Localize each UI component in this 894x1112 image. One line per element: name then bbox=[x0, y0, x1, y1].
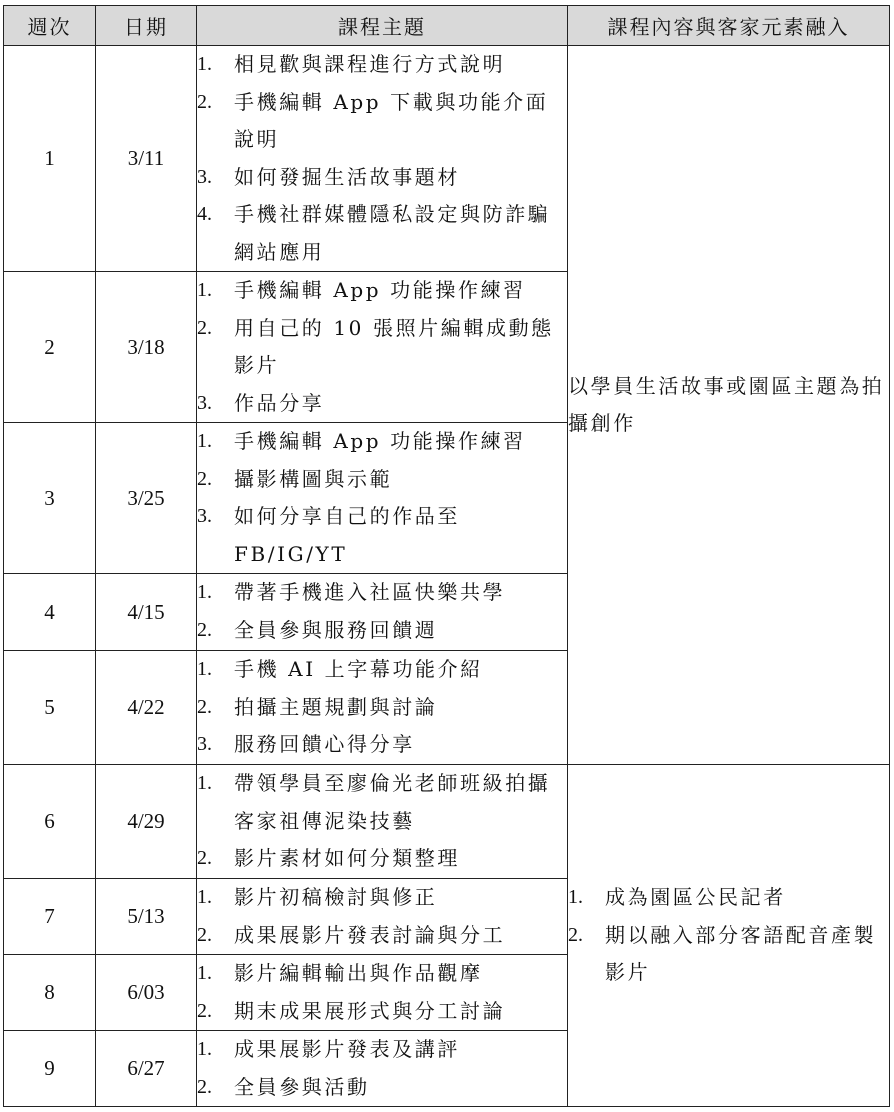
topic-item: 2. 全員參與活動 bbox=[197, 1074, 370, 1099]
week-date: 3/25 bbox=[96, 423, 197, 574]
topic-item: 2. 期末成果展形式與分工討論 bbox=[197, 998, 506, 1023]
week-number: 8 bbox=[4, 955, 96, 1031]
week-date: 6/27 bbox=[96, 1031, 197, 1107]
week-date: 4/22 bbox=[96, 651, 197, 765]
content-item: 1. 成為園區公民記者 bbox=[568, 885, 786, 910]
topic-cell bbox=[197, 955, 568, 1031]
week-number: 3 bbox=[4, 423, 96, 574]
topic-item: 2. 拍攝主題規劃與討論 bbox=[197, 694, 438, 719]
week-number: 7 bbox=[4, 879, 96, 955]
topic-item: 3. 作品分享 bbox=[197, 390, 325, 415]
week-date: 3/11 bbox=[96, 46, 197, 272]
topic-item: 4. 手機社群媒體隱私設定與防詐騙網站應用 bbox=[197, 202, 551, 264]
week-number: 4 bbox=[4, 574, 96, 651]
content-cell-weeks-1-5 bbox=[568, 46, 890, 765]
topic-cell bbox=[197, 46, 568, 272]
topic-cell bbox=[197, 1031, 568, 1107]
topic-cell bbox=[197, 574, 568, 651]
table-row bbox=[4, 46, 890, 272]
course-schedule-table bbox=[3, 5, 890, 1107]
topic-cell bbox=[197, 879, 568, 955]
week-date: 3/18 bbox=[96, 272, 197, 423]
header-week: 週次 bbox=[4, 6, 96, 46]
topic-item: 3. 如何分享自己的作品至 FB/IG/YT bbox=[197, 504, 460, 566]
topic-item: 1. 影片編輯輸出與作品觀摩 bbox=[197, 961, 483, 985]
week-number: 1 bbox=[4, 46, 96, 272]
week-date: 4/15 bbox=[96, 574, 197, 651]
week-number: 9 bbox=[4, 1031, 96, 1107]
topic-item: 3. 如何發掘生活故事題材 bbox=[197, 164, 460, 189]
topic-item: 2. 攝影構圖與示範 bbox=[197, 466, 393, 491]
week-number: 2 bbox=[4, 272, 96, 423]
topic-item: 1. 帶領學員至廖倫光老師班級拍攝客家祖傳泥染技藝 bbox=[197, 771, 551, 833]
header-topic: 課程主題 bbox=[197, 6, 568, 46]
week-number: 5 bbox=[4, 651, 96, 765]
topic-cell bbox=[197, 272, 568, 423]
topic-cell bbox=[197, 423, 568, 574]
week-date: 6/03 bbox=[96, 955, 197, 1031]
week-number: 6 bbox=[4, 765, 96, 879]
topic-cell bbox=[197, 651, 568, 765]
header-content: 課程內容與客家元素融入 bbox=[568, 6, 890, 46]
topic-item: 2. 影片素材如何分類整理 bbox=[197, 846, 460, 870]
topic-item: 1. 成果展影片發表及講評 bbox=[197, 1037, 460, 1061]
topic-item: 1. 帶著手機進入社區快樂共學 bbox=[197, 580, 506, 604]
topic-item: 1. 手機編輯 App 功能操作練習 bbox=[197, 278, 526, 302]
week-date: 4/29 bbox=[96, 765, 197, 879]
week-date: 5/13 bbox=[96, 879, 197, 955]
topic-item: 1. 影片初稿檢討與修正 bbox=[197, 885, 438, 909]
topic-item: 2. 用自己的 10 張照片編輯成動態影片 bbox=[197, 315, 554, 377]
topic-item: 2. 手機編輯 App 下載與功能介面說明 bbox=[197, 89, 549, 151]
content-text: 以學員生活故事或園區主題為拍攝創作 bbox=[568, 373, 885, 435]
header-date: 日期 bbox=[96, 6, 197, 46]
topic-item: 1. 相見歡與課程進行方式說明 bbox=[197, 52, 506, 76]
table-row bbox=[4, 765, 890, 879]
table-header-row bbox=[4, 6, 890, 46]
topic-cell bbox=[197, 765, 568, 879]
topic-item: 2. 全員參與服務回饋週 bbox=[197, 617, 438, 642]
topic-item: 3. 服務回饋心得分享 bbox=[197, 732, 415, 756]
topic-item: 1. 手機 AI 上字幕功能介紹 bbox=[197, 657, 483, 681]
topic-item: 1. 手機編輯 App 功能操作練習 bbox=[197, 429, 526, 453]
topic-item: 2. 成果展影片發表討論與分工 bbox=[197, 922, 506, 947]
content-item: 2. 期以融入部分客語配音產製影片 bbox=[568, 922, 877, 985]
content-cell-weeks-6-9 bbox=[568, 765, 890, 1107]
